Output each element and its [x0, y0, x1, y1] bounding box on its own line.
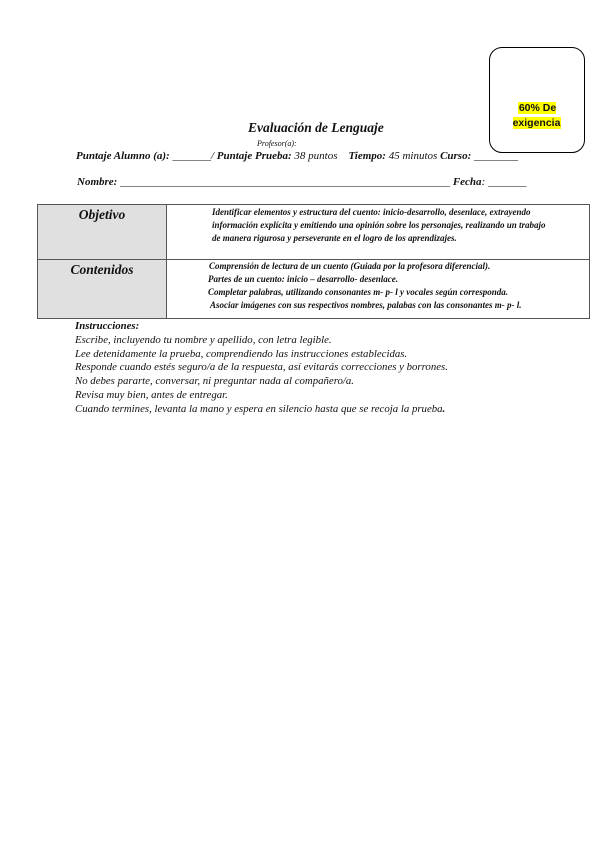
exigency-label: 60% De exigencia — [512, 102, 561, 129]
course-label: Curso: — [440, 150, 472, 162]
test-score-label: Puntaje Prueba: — [216, 150, 292, 162]
instruction-item: No debes pararte, conversar, ni preguntar nada al compañero/a. — [75, 375, 354, 388]
objective-label-cell — [38, 205, 167, 259]
objective-label: Objetivo — [78, 207, 126, 222]
contents-content — [167, 260, 589, 318]
date-blank[interactable]: : _______ — [481, 176, 527, 188]
teacher-label: Profesor(a): — [257, 139, 297, 148]
instruction-item: Responde cuando estés seguro/a de la respuesta, así evitarás correcciones y borrones. — [75, 361, 448, 374]
objective-line: de manera rigurosa y perseverante en el logro de los aprendizajes. — [212, 233, 457, 243]
instructions-heading: Instrucciones: — [75, 320, 140, 332]
time-label: Tiempo: — [348, 150, 386, 162]
name-label: Nombre: — [77, 176, 118, 188]
student-score-label: Puntaje Alumno (a): — [76, 150, 170, 162]
objective-line: información explícita y emitiendo una opinión sobre los personajes, realizando un trabajo — [212, 220, 546, 230]
objective-row — [38, 205, 589, 260]
course-blank[interactable]: ________ — [471, 150, 518, 162]
objective-table — [37, 204, 590, 319]
contents-line: Partes de un cuento: inicio – desarrollo- desenlace. — [208, 274, 398, 284]
student-score-blank[interactable]: _______/ — [169, 150, 217, 162]
objective-line: Identificar elementos y estructura del cuento: inicio-desarrollo, desenlace, extrayendo — [212, 207, 531, 217]
contents-row — [38, 260, 589, 318]
contents-line: Comprensión de lectura de un cuento (Guiada por la profesora diferencial). — [209, 261, 491, 271]
contents-label: Contenidos — [70, 262, 134, 277]
instruction-text: Cuando termines, levanta la mano y espera en silencio hasta que se recoja la prueba — [75, 402, 443, 415]
exigency-box — [489, 47, 585, 153]
name-line — [77, 176, 526, 188]
score-line — [76, 150, 518, 162]
instruction-item: Revisa muy bien, antes de entregar. — [75, 388, 228, 401]
contents-line: Completar palabras, utilizando consonantes m- p- l y vocales según corresponda. — [208, 287, 509, 297]
contents-line: Asociar imágenes con sus respectivos nombres, palabas con las consonantes m- p- l. — [210, 300, 522, 310]
time-value: 45 minutos — [385, 150, 441, 162]
instruction-item — [75, 403, 448, 417]
objective-content — [167, 205, 589, 259]
test-score-value: 38 puntos — [291, 150, 338, 162]
date-label: Fecha — [452, 176, 482, 188]
name-blank[interactable]: ____________________________________________________________ — [117, 176, 453, 188]
instruction-item: Lee detenidamente la prueba, comprendiendo las instrucciones establecidas. — [75, 347, 408, 360]
instruction-item: Escribe, incluyendo tu nombre y apellido, con letra legible. — [75, 333, 332, 346]
contents-label-cell — [38, 260, 167, 318]
instruction-period: . — [442, 402, 446, 415]
instructions-block — [75, 320, 448, 417]
exam-title: Evaluación de Lenguaje — [248, 120, 384, 135]
